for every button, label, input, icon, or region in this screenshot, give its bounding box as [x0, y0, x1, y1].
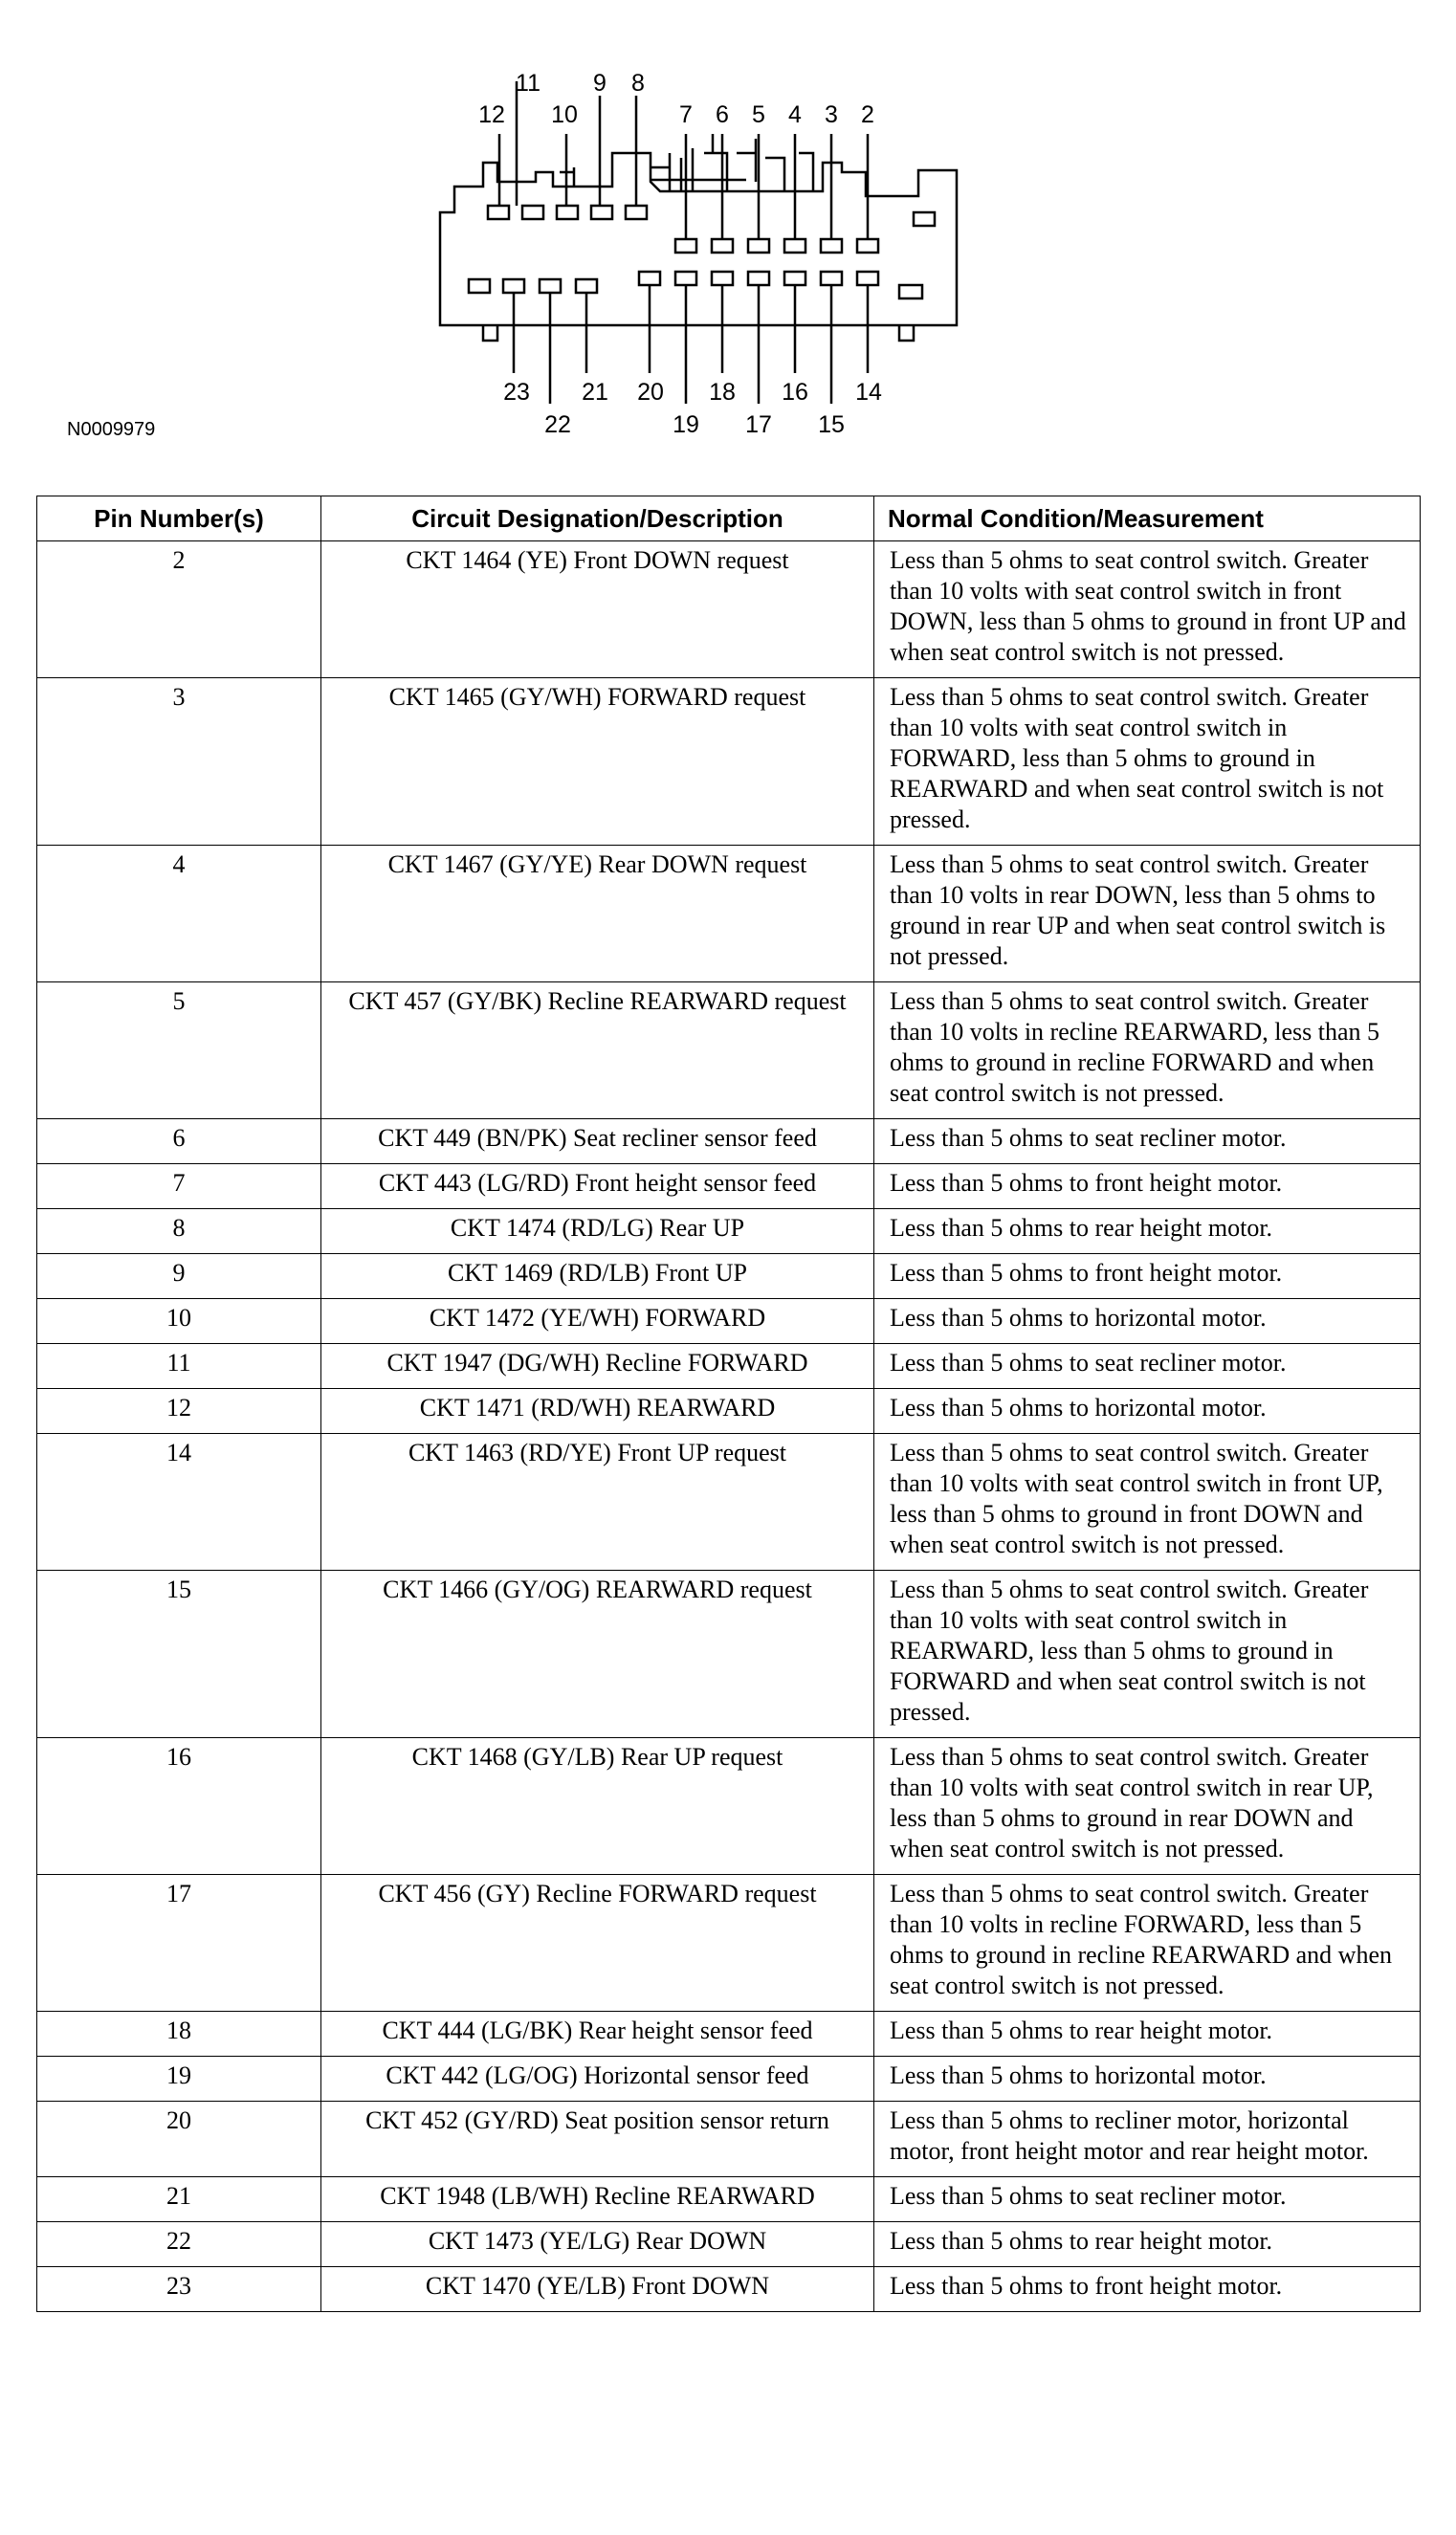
table-row	[37, 1738, 1421, 1875]
circuit-description-cell: CKT 452 (GY/RD) Seat position sensor return	[321, 2102, 874, 2177]
circuit-description-cell: CKT 1948 (LB/WH) Recline REARWARD	[321, 2177, 874, 2222]
table-row	[37, 1209, 1421, 1254]
pin-label-22: 22	[544, 411, 571, 438]
pin-label-7: 7	[679, 101, 693, 128]
pin-number-cell: 14	[37, 1434, 321, 1571]
table-row	[37, 2057, 1421, 2102]
normal-condition-cell: Less than 5 ohms to seat control switch. Greater than 10 volts with seat control switch in front DOWN, less than 5 ohms to ground in front UP and when seat control switch is not pressed.	[874, 541, 1421, 678]
normal-condition-cell: Less than 5 ohms to front height motor.	[874, 1164, 1421, 1209]
table-row	[37, 2012, 1421, 2057]
pin-label-17: 17	[745, 411, 772, 438]
table-row	[37, 1299, 1421, 1344]
normal-condition-cell: Less than 5 ohms to seat control switch. Greater than 10 volts with seat control switch in front UP, less than 5 ohms to ground in front DOWN and when seat control switch is not pressed.	[874, 1434, 1421, 1571]
normal-condition-cell: Less than 5 ohms to horizontal motor.	[874, 1389, 1421, 1434]
figure-id: N0009979	[67, 419, 156, 440]
table-row	[37, 1254, 1421, 1299]
normal-condition-cell: Less than 5 ohms to seat recliner motor.	[874, 1119, 1421, 1164]
pin-label-10: 10	[551, 101, 578, 128]
pin-number-cell: 4	[37, 846, 321, 982]
pin-label-12: 12	[478, 101, 505, 128]
circuit-description-cell: CKT 1471 (RD/WH) REARWARD	[321, 1389, 874, 1434]
circuit-description-cell: CKT 449 (BN/PK) Seat recliner sensor feed	[321, 1119, 874, 1164]
connector-diagram	[0, 0, 1456, 459]
pin-label-9: 9	[593, 70, 607, 97]
normal-condition-cell: Less than 5 ohms to seat control switch. Greater than 10 volts in rear DOWN, less than 5 ohms to ground in rear UP and when seat control switch is not pressed.	[874, 846, 1421, 982]
normal-condition-cell: Less than 5 ohms to front height motor.	[874, 1254, 1421, 1299]
pin-number-cell: 9	[37, 1254, 321, 1299]
circuit-description-cell: CKT 444 (LG/BK) Rear height sensor feed	[321, 2012, 874, 2057]
table-row	[37, 2222, 1421, 2267]
table-header-row	[37, 496, 1421, 541]
pin-number-cell: 8	[37, 1209, 321, 1254]
table-row	[37, 2177, 1421, 2222]
pin-number-cell: 12	[37, 1389, 321, 1434]
table-row	[37, 1571, 1421, 1738]
table-row	[37, 1344, 1421, 1389]
pin-label-11: 11	[516, 70, 540, 97]
table-row	[37, 982, 1421, 1119]
circuit-description-cell: CKT 442 (LG/OG) Horizontal sensor feed	[321, 2057, 874, 2102]
pin-number-cell: 21	[37, 2177, 321, 2222]
normal-condition-cell: Less than 5 ohms to seat recliner motor.	[874, 2177, 1421, 2222]
table-row	[37, 1434, 1421, 1571]
circuit-description-cell: CKT 1467 (GY/YE) Rear DOWN request	[321, 846, 874, 982]
circuit-description-cell: CKT 1464 (YE) Front DOWN request	[321, 541, 874, 678]
pin-label-15: 15	[818, 411, 845, 438]
table-row	[37, 1119, 1421, 1164]
pin-number-cell: 2	[37, 541, 321, 678]
circuit-description-cell: CKT 1466 (GY/OG) REARWARD request	[321, 1571, 874, 1738]
pin-label-19: 19	[673, 411, 699, 438]
normal-condition-cell: Less than 5 ohms to horizontal motor.	[874, 2057, 1421, 2102]
table-body	[37, 541, 1421, 2312]
normal-condition-cell: Less than 5 ohms to recliner motor, horizontal motor, front height motor and rear height motor.	[874, 2102, 1421, 2177]
table-row	[37, 1875, 1421, 2012]
pin-number-cell: 3	[37, 678, 321, 846]
pin-label-4: 4	[788, 101, 802, 128]
normal-condition-cell: Less than 5 ohms to rear height motor.	[874, 1209, 1421, 1254]
pin-label-16: 16	[782, 379, 808, 406]
pin-number-cell: 20	[37, 2102, 321, 2177]
table-row	[37, 1164, 1421, 1209]
normal-condition-cell: Less than 5 ohms to seat recliner motor.	[874, 1344, 1421, 1389]
circuit-description-cell: CKT 457 (GY/BK) Recline REARWARD request	[321, 982, 874, 1119]
normal-condition-cell: Less than 5 ohms to seat control switch. Greater than 10 volts in recline REARWARD, less than 5 ohms to ground in recline FORWARD and when seat control switch is not pressed.	[874, 982, 1421, 1119]
pin-label-6: 6	[716, 101, 729, 128]
pin-label-14: 14	[855, 379, 882, 406]
pin-number-cell: 16	[37, 1738, 321, 1875]
pin-specification-table	[36, 496, 1421, 2312]
pin-number-cell: 19	[37, 2057, 321, 2102]
pin-number-cell: 10	[37, 1299, 321, 1344]
table-row	[37, 2102, 1421, 2177]
circuit-description-cell: CKT 1473 (YE/LG) Rear DOWN	[321, 2222, 874, 2267]
pin-label-3: 3	[825, 101, 838, 128]
pin-number-cell: 18	[37, 2012, 321, 2057]
pin-label-5: 5	[752, 101, 765, 128]
circuit-description-cell: CKT 1470 (YE/LB) Front DOWN	[321, 2267, 874, 2312]
pin-number-cell: 22	[37, 2222, 321, 2267]
circuit-description-cell: CKT 443 (LG/RD) Front height sensor feed	[321, 1164, 874, 1209]
normal-condition-cell: Less than 5 ohms to seat control switch. Greater than 10 volts with seat control switch in FORWARD, less than 5 ohms to ground in REARWARD and when seat control switch is not pressed.	[874, 678, 1421, 846]
pin-label-8: 8	[631, 70, 645, 97]
circuit-description-cell: CKT 1468 (GY/LB) Rear UP request	[321, 1738, 874, 1875]
circuit-description-cell: CKT 1474 (RD/LG) Rear UP	[321, 1209, 874, 1254]
header-pin-numbers: Pin Number(s)	[37, 496, 321, 541]
pin-number-cell: 11	[37, 1344, 321, 1389]
normal-condition-cell: Less than 5 ohms to seat control switch. Greater than 10 volts with seat control switch in REARWARD, less than 5 ohms to ground in FORWARD and when seat control switch is not pressed.	[874, 1571, 1421, 1738]
circuit-description-cell: CKT 1947 (DG/WH) Recline FORWARD	[321, 1344, 874, 1389]
pin-number-cell: 17	[37, 1875, 321, 2012]
pin-number-cell: 6	[37, 1119, 321, 1164]
pin-label-21: 21	[582, 379, 608, 406]
normal-condition-cell: Less than 5 ohms to rear height motor.	[874, 2222, 1421, 2267]
pin-number-cell: 5	[37, 982, 321, 1119]
circuit-description-cell: CKT 1469 (RD/LB) Front UP	[321, 1254, 874, 1299]
table-row	[37, 541, 1421, 678]
table-row	[37, 678, 1421, 846]
header-normal-condition: Normal Condition/Measurement	[874, 496, 1421, 541]
header-circuit-designation: Circuit Designation/Description	[321, 496, 874, 541]
normal-condition-cell: Less than 5 ohms to rear height motor.	[874, 2012, 1421, 2057]
normal-condition-cell: Less than 5 ohms to seat control switch. Greater than 10 volts in recline FORWARD, less than 5 ohms to ground in recline REARWARD and when seat control switch is not pressed.	[874, 1875, 1421, 2012]
circuit-description-cell: CKT 1465 (GY/WH) FORWARD request	[321, 678, 874, 846]
circuit-description-cell: CKT 1463 (RD/YE) Front UP request	[321, 1434, 874, 1571]
pin-number-cell: 15	[37, 1571, 321, 1738]
pin-label-23: 23	[503, 379, 530, 406]
circuit-description-cell: CKT 456 (GY) Recline FORWARD request	[321, 1875, 874, 2012]
pin-label-20: 20	[637, 379, 664, 406]
table-row	[37, 846, 1421, 982]
pin-label-2: 2	[861, 101, 874, 128]
pin-number-cell: 23	[37, 2267, 321, 2312]
normal-condition-cell: Less than 5 ohms to horizontal motor.	[874, 1299, 1421, 1344]
table-row	[37, 2267, 1421, 2312]
circuit-description-cell: CKT 1472 (YE/WH) FORWARD	[321, 1299, 874, 1344]
normal-condition-cell: Less than 5 ohms to front height motor.	[874, 2267, 1421, 2312]
pin-label-18: 18	[709, 379, 736, 406]
table-row	[37, 1389, 1421, 1434]
normal-condition-cell: Less than 5 ohms to seat control switch. Greater than 10 volts with seat control switch in rear UP, less than 5 ohms to ground in rear DOWN and when seat control switch is not pressed.	[874, 1738, 1421, 1875]
pin-number-cell: 7	[37, 1164, 321, 1209]
